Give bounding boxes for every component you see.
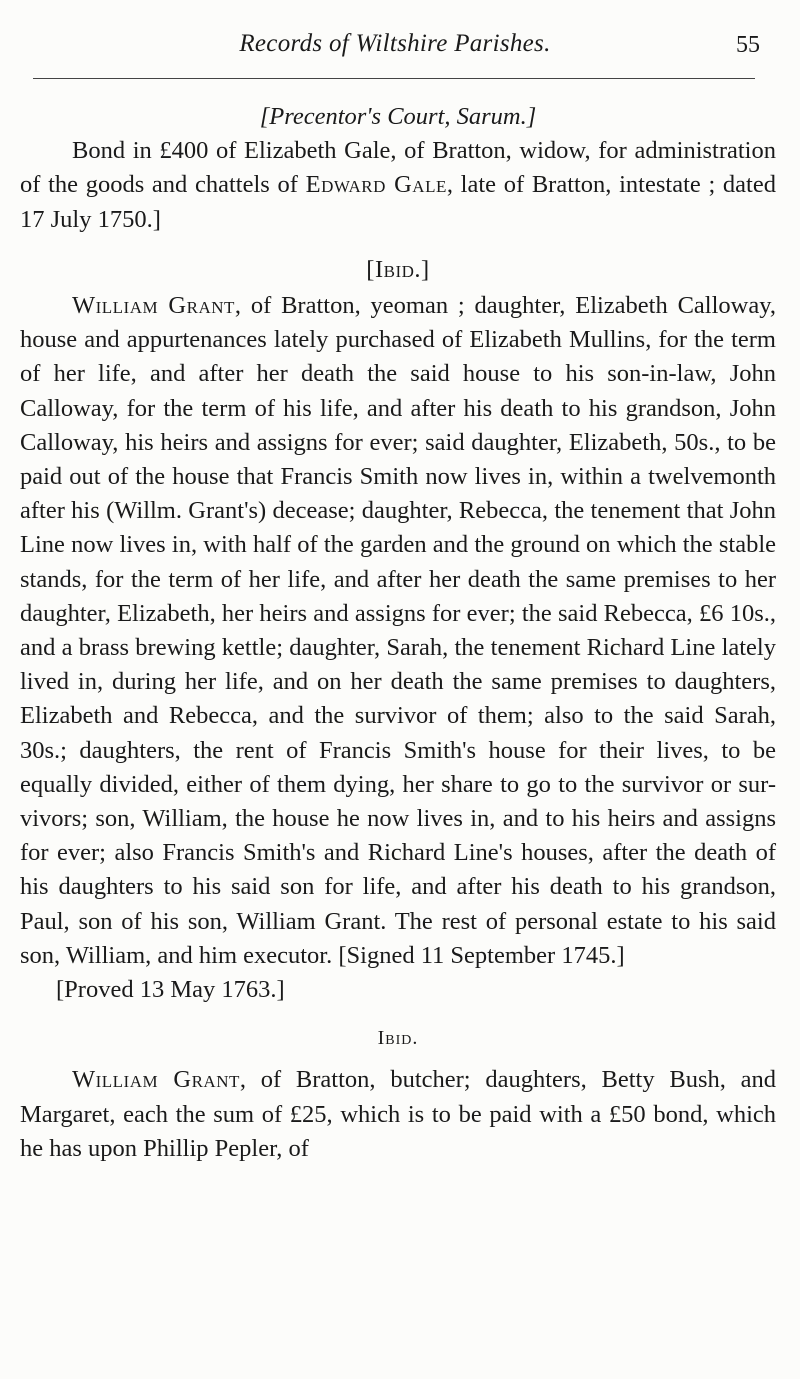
running-title: Records of Wiltshire Parishes. [239,30,551,57]
entry-text: , of Bratton, butcher; daughters, Betty Bush, and Margaret, each the sum of £25, which is to be paid with a £50 bond, which he has upon Phillip Pepler, of [20,1066,777,1162]
page-header [0,26,800,66]
person-name: William Grant [72,1066,240,1094]
entry-text: , late of Bratton, intestate ; dated 17 July 1750.] [20,171,776,233]
entry-grant-yeoman [20,289,776,973]
section-heading-precentors-court: [Precentor's Court, Sarum.] [259,103,537,130]
header-rule [33,78,755,79]
section-heading-ibid-2: Ibid. [377,1027,419,1050]
entry-text: , of Bratton, yeoman ; daughter, Elizabeth Calloway, house and appurtenances lately purchased of Elizabeth Mullins, for the term of her life, and after her death the said house to his son-in-law, John Calloway, for the term of his life, and after his death to his grandson, John Calloway, his heirs and assigns for ever; said daughter, Elizabeth, 50s., to be paid out of the house that Francis Smith now lives in, within a twelvemonth after his (Willm. Grant's) decease; daughter, Rebecca, the tenement that John Line now lives in, with half of the garden and the ground on which the stable stands, for the term of her life, and after her death the same premises to her daughter, Elizabeth, her heirs and assigns for ever; the said Rebecca, £6 10s., and a brass brewing kettle; daughter, Sarah, the tenement Richard Line lately lived in, during her life, and on her death the same premises to daughters, Elizabeth and Rebecca, and the survivor of them; also to the said Sarah, 30s.; daughters, the rent of Francis Smith's house for their lives, to be equally divided, either of them dying, her share to go to the survivor or sur- vivors; son, William, the house he now lives in, and to his heirs and assigns for ever; also Francis Smith's and Richard Line's houses, after the death of his daughters to his said son for life, and after his death to his grandson, Paul, son of his son, William Grant. The rest of personal estate to his said son, William, and him executor. [Signed 11 September 1745.] [20,292,776,969]
person-name: Edward Gale [305,171,447,199]
page-body [20,100,776,1166]
person-name: William Grant [72,292,235,320]
page-number: 55 [736,32,760,58]
section-heading-ibid: [Ibid.] [366,255,430,283]
entry-gale-bond [20,134,776,237]
proved-note: [Proved 13 May 1763.] [56,976,285,1004]
entry-grant-butcher [20,1063,776,1166]
entry-text: Bond in £400 of Elizabeth Gale, of Bratton, widow, for administration of the goods and chattels of [20,137,776,199]
